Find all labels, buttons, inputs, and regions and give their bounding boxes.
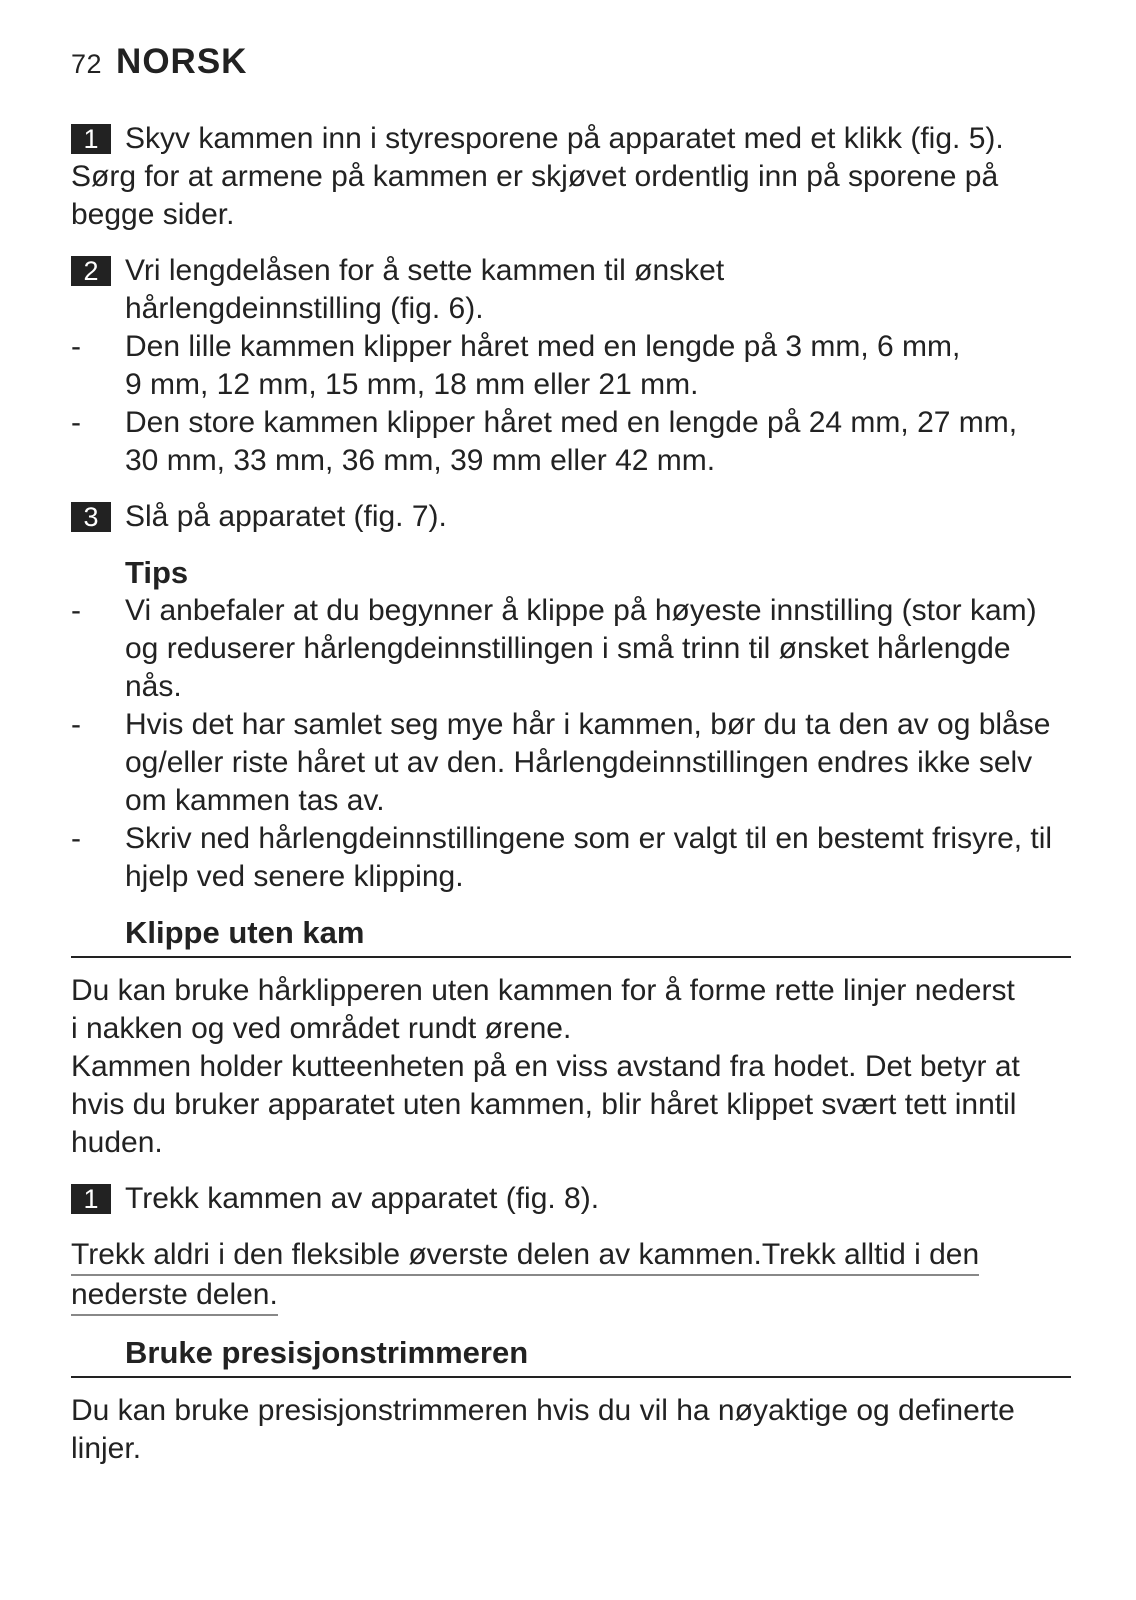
list-item [71,404,1071,480]
section-heading-precision-trimmer: Bruke presisjonstrimmeren [71,1334,1071,1378]
section-heading-no-comb: Klippe uten kam [71,914,1071,958]
page-content [71,120,1071,1468]
step-text: Slå på apparatet (fig. 7). [125,500,447,533]
page-number: 72 [71,49,103,79]
warning-line: Trekk aldri i den fleksible øverste delen av kammen.Trekk alltid i den [71,1236,979,1276]
dash-marker: - [71,330,81,363]
warning-note [71,1236,1071,1316]
step-1-remove-comb [71,1180,1071,1218]
paragraph [71,972,1071,1162]
language-title: NORSK [116,42,248,81]
step-1-insert-comb [71,120,1071,158]
paragraph-line: Du kan bruke presisjonstrimmeren hvis du vil ha nøyaktige og definerte [71,1394,1015,1427]
list-item-line: Vi anbefaler at du begynner å klippe på høyeste innstilling (stor kam) [125,594,1037,627]
page-header [71,42,247,82]
paragraph-line: linjer. [71,1432,142,1465]
step-3-switch-on [71,498,1071,536]
paragraph-line: i nakken og ved området rundt ørene. [71,1012,572,1045]
list-item [71,328,1071,404]
list-item [71,820,1071,896]
step-text-line: hårlengdeinnstilling (fig. 6). [125,292,484,325]
step-text: Skyv kammen inn i styresporene på apparatet med et klikk (fig. 5). [125,122,1004,155]
warning-line: nederste delen. [71,1276,278,1316]
step-2-length-lock [71,252,1071,328]
list-item-line: 9 mm, 12 mm, 15 mm, 18 mm eller 21 mm. [125,368,699,401]
dash-marker: - [71,594,81,627]
list-item-line: om kammen tas av. [125,784,385,817]
dash-marker: - [71,822,81,855]
step-text-line: Vri lengdelåsen for å sette kammen til ønsket [125,254,725,287]
list-item-line: Den lille kammen klipper håret med en lengde på 3 mm, 6 mm, [125,330,961,363]
list-item-line: og reduserer hårlengdeinnstillingen i små trinn til ønsket hårlengde [125,632,1011,665]
dash-marker: - [71,406,81,439]
list-item-line: Skriv ned hårlengdeinnstillingene som er valgt til en bestemt frisyre, til [125,822,1053,855]
paragraph-line: Du kan bruke hårklipperen uten kammen for å forme rette linjer nederst [71,974,1015,1007]
list-item [71,592,1071,706]
list-item-line: Den store kammen klipper håret med en lengde på 24 mm, 27 mm, [125,406,1018,439]
paragraph-line: hvis du bruker apparatet uten kammen, blir håret klippet svært tett inntil [71,1088,1017,1121]
tips-heading: Tips [125,555,189,590]
step-number-badge: 1 [71,124,111,154]
list-item-line: nås. [125,670,182,703]
paragraph [71,1392,1071,1468]
list-item-line: Hvis det har samlet seg mye hår i kammen, bør du ta den av og blåse [125,708,1051,741]
step-number-badge: 3 [71,502,111,532]
step-number-badge: 1 [71,1184,111,1214]
paragraph-line: huden. [71,1126,163,1159]
step-1-note: Sørg for at armene på kammen er skjøvet ordentlig inn på sporene på begge sider. [71,160,999,231]
step-text [125,252,1071,328]
list-item [71,706,1071,820]
list-item-line: hjelp ved senere klipping. [125,860,464,893]
step-number-badge: 2 [71,256,111,286]
list-item-line: og/eller riste håret ut av den. Hårlengdeinnstillingen endres ikke selv [125,746,1033,779]
step-text: Trekk kammen av apparatet (fig. 8). [125,1182,600,1215]
dash-marker: - [71,708,81,741]
paragraph-line: Kammen holder kutteenheten på en viss avstand fra hodet. Det betyr at [71,1050,1020,1083]
list-item-line: 30 mm, 33 mm, 36 mm, 39 mm eller 42 mm. [125,444,716,477]
